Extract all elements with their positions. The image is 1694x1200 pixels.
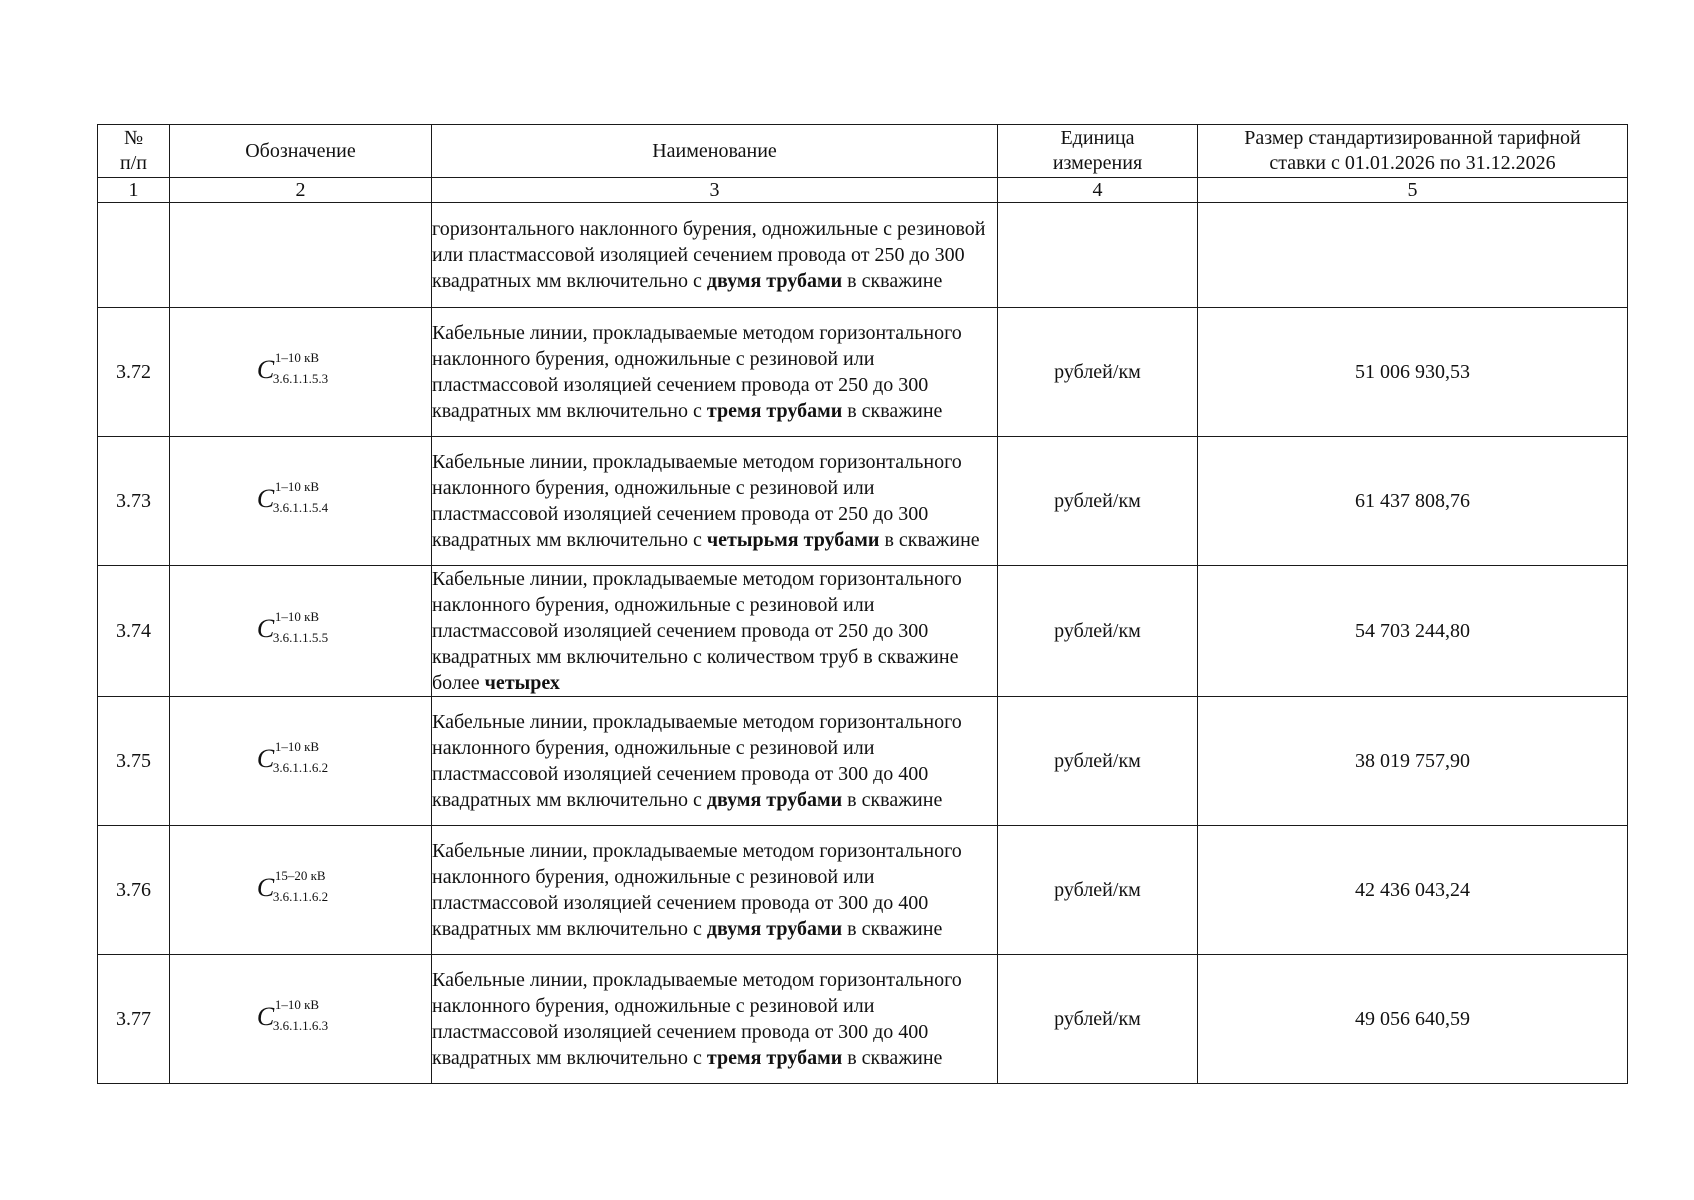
designation-symbol (256, 479, 344, 516)
column-number-5: 5 (1198, 178, 1628, 203)
designation-symbol (256, 868, 344, 905)
row-name-text: Кабельные линии, прокладываемые методом горизонтального наклонного бурения, одножильные с резиновой или пластмассовой изоляцией сечением провода от 250 до 300 квадратных мм включительно с количеством труб в скважине более (432, 568, 962, 694)
table-row (98, 308, 1628, 437)
designation-letter: C (256, 744, 275, 773)
row-name-bold: четырьмя трубами (706, 529, 880, 551)
designation-subscript: 3.6.1.1.6.2 (272, 760, 329, 775)
designation-subscript: 3.6.1.1.6.2 (272, 889, 329, 904)
row-name-bold: тремя трубами (706, 1047, 843, 1069)
continuation-designation (170, 203, 432, 308)
header-designation: Обозначение (170, 125, 432, 178)
row-name-tail: в скважине (879, 529, 980, 551)
designation-superscript: 15–20 кВ (274, 868, 326, 883)
row-number: 3.74 (98, 566, 170, 697)
row-unit: рублей/км (998, 566, 1198, 697)
continuation-name (432, 203, 998, 308)
header-number-line1: № (123, 127, 144, 149)
table-row (98, 437, 1628, 566)
row-number: 3.73 (98, 437, 170, 566)
continuation-rate (1198, 203, 1628, 308)
row-rate: 42 436 043,24 (1198, 826, 1628, 955)
row-rate: 38 019 757,90 (1198, 697, 1628, 826)
row-designation (170, 955, 432, 1084)
designation-subscript: 3.6.1.1.5.3 (272, 371, 329, 386)
row-name-text: Кабельные линии, прокладываемые методом горизонтального наклонного бурения, одножильные с резиновой или пластмассовой изоляцией сечением провода от 300 до 400 квадратных мм включительно с (432, 711, 962, 811)
header-number-line2: п/п (120, 152, 147, 174)
header-rate-line2: ставки с 01.01.2026 по 31.12.2026 (1269, 152, 1556, 174)
designation-symbol (256, 350, 344, 387)
row-name-tail: в скважине (842, 1047, 943, 1069)
row-unit: рублей/км (998, 308, 1198, 437)
designation-letter: C (256, 873, 275, 902)
row-name (432, 566, 998, 697)
column-number-1: 1 (98, 178, 170, 203)
continuation-name-bold: двумя трубами (706, 270, 843, 292)
table-row (98, 566, 1628, 697)
row-name-text: Кабельные линии, прокладываемые методом горизонтального наклонного бурения, одножильные с резиновой или пластмассовой изоляцией сечением провода от 250 до 300 квадратных мм включительно с (432, 451, 962, 551)
designation-symbol (256, 739, 344, 776)
row-rate: 54 703 244,80 (1198, 566, 1628, 697)
row-name-tail: в скважине (842, 400, 943, 422)
row-name-text: Кабельные линии, прокладываемые методом горизонтального наклонного бурения, одножильные с резиновой или пластмассовой изоляцией сечением провода от 300 до 400 квадратных мм включительно с (432, 969, 962, 1069)
row-unit: рублей/км (998, 437, 1198, 566)
tariff-table (97, 124, 1628, 1084)
row-rate: 49 056 640,59 (1198, 955, 1628, 1084)
header-rate-line1: Размер стандартизированной тарифной (1244, 127, 1581, 149)
row-unit: рублей/км (998, 826, 1198, 955)
designation-subscript: 3.6.1.1.5.5 (272, 630, 329, 645)
designation-superscript: 1–10 кВ (274, 350, 320, 365)
row-rate: 51 006 930,53 (1198, 308, 1628, 437)
column-number-2: 2 (170, 178, 432, 203)
row-designation (170, 697, 432, 826)
row-number: 3.72 (98, 308, 170, 437)
designation-letter: C (256, 614, 275, 643)
designation-superscript: 1–10 кВ (274, 739, 320, 754)
row-name-text: Кабельные линии, прокладываемые методом горизонтального наклонного бурения, одножильные с резиновой или пластмассовой изоляцией сечением провода от 300 до 400 квадратных мм включительно с (432, 840, 962, 940)
designation-symbol (256, 609, 344, 646)
row-name-bold: двумя трубами (706, 789, 843, 811)
row-name-bold: четырех (484, 672, 560, 694)
continuation-number (98, 203, 170, 308)
header-unit-line1: Единица (1060, 127, 1135, 149)
row-name-tail: в скважине (842, 918, 943, 940)
designation-superscript: 1–10 кВ (274, 479, 320, 494)
designation-letter: C (256, 355, 275, 384)
row-number: 3.77 (98, 955, 170, 1084)
header-name: Наименование (432, 125, 998, 178)
continuation-unit (998, 203, 1198, 308)
continuation-name-tail: в скважине (842, 270, 943, 292)
row-designation (170, 437, 432, 566)
row-name-text: Кабельные линии, прокладываемые методом горизонтального наклонного бурения, одножильные с резиновой или пластмассовой изоляцией сечением провода от 250 до 300 квадратных мм включительно с (432, 322, 962, 422)
column-number-3: 3 (432, 178, 998, 203)
designation-superscript: 1–10 кВ (274, 997, 320, 1012)
row-name-bold: двумя трубами (706, 918, 843, 940)
row-name (432, 826, 998, 955)
header-unit (998, 125, 1198, 178)
table-row (98, 955, 1628, 1084)
designation-subscript: 3.6.1.1.6.3 (272, 1018, 329, 1033)
row-designation (170, 566, 432, 697)
row-rate: 61 437 808,76 (1198, 437, 1628, 566)
table-header-row (98, 125, 1628, 178)
row-number: 3.75 (98, 697, 170, 826)
designation-superscript: 1–10 кВ (274, 609, 320, 624)
header-number (98, 125, 170, 178)
row-name (432, 955, 998, 1084)
continuation-name-text: горизонтального наклонного бурения, одножильные с резиновой или пластмассовой изоляцией сечением провода от 250 до 300 квадратных мм включительно с (432, 218, 986, 292)
designation-letter: C (256, 484, 275, 513)
row-designation (170, 826, 432, 955)
table-row (98, 826, 1628, 955)
row-name (432, 697, 998, 826)
column-number-4: 4 (998, 178, 1198, 203)
column-number-row (98, 178, 1628, 203)
row-name-tail: в скважине (842, 789, 943, 811)
designation-symbol (256, 997, 344, 1034)
header-rate (1198, 125, 1628, 178)
row-number: 3.76 (98, 826, 170, 955)
table-row (98, 697, 1628, 826)
designation-subscript: 3.6.1.1.5.4 (272, 500, 329, 515)
header-unit-line2: измерения (1052, 152, 1143, 174)
row-name (432, 437, 998, 566)
row-designation (170, 308, 432, 437)
designation-letter: C (256, 1002, 275, 1031)
row-unit: рублей/км (998, 955, 1198, 1084)
row-unit: рублей/км (998, 697, 1198, 826)
row-name-bold: тремя трубами (706, 400, 843, 422)
row-name (432, 308, 998, 437)
continuation-row (98, 203, 1628, 308)
